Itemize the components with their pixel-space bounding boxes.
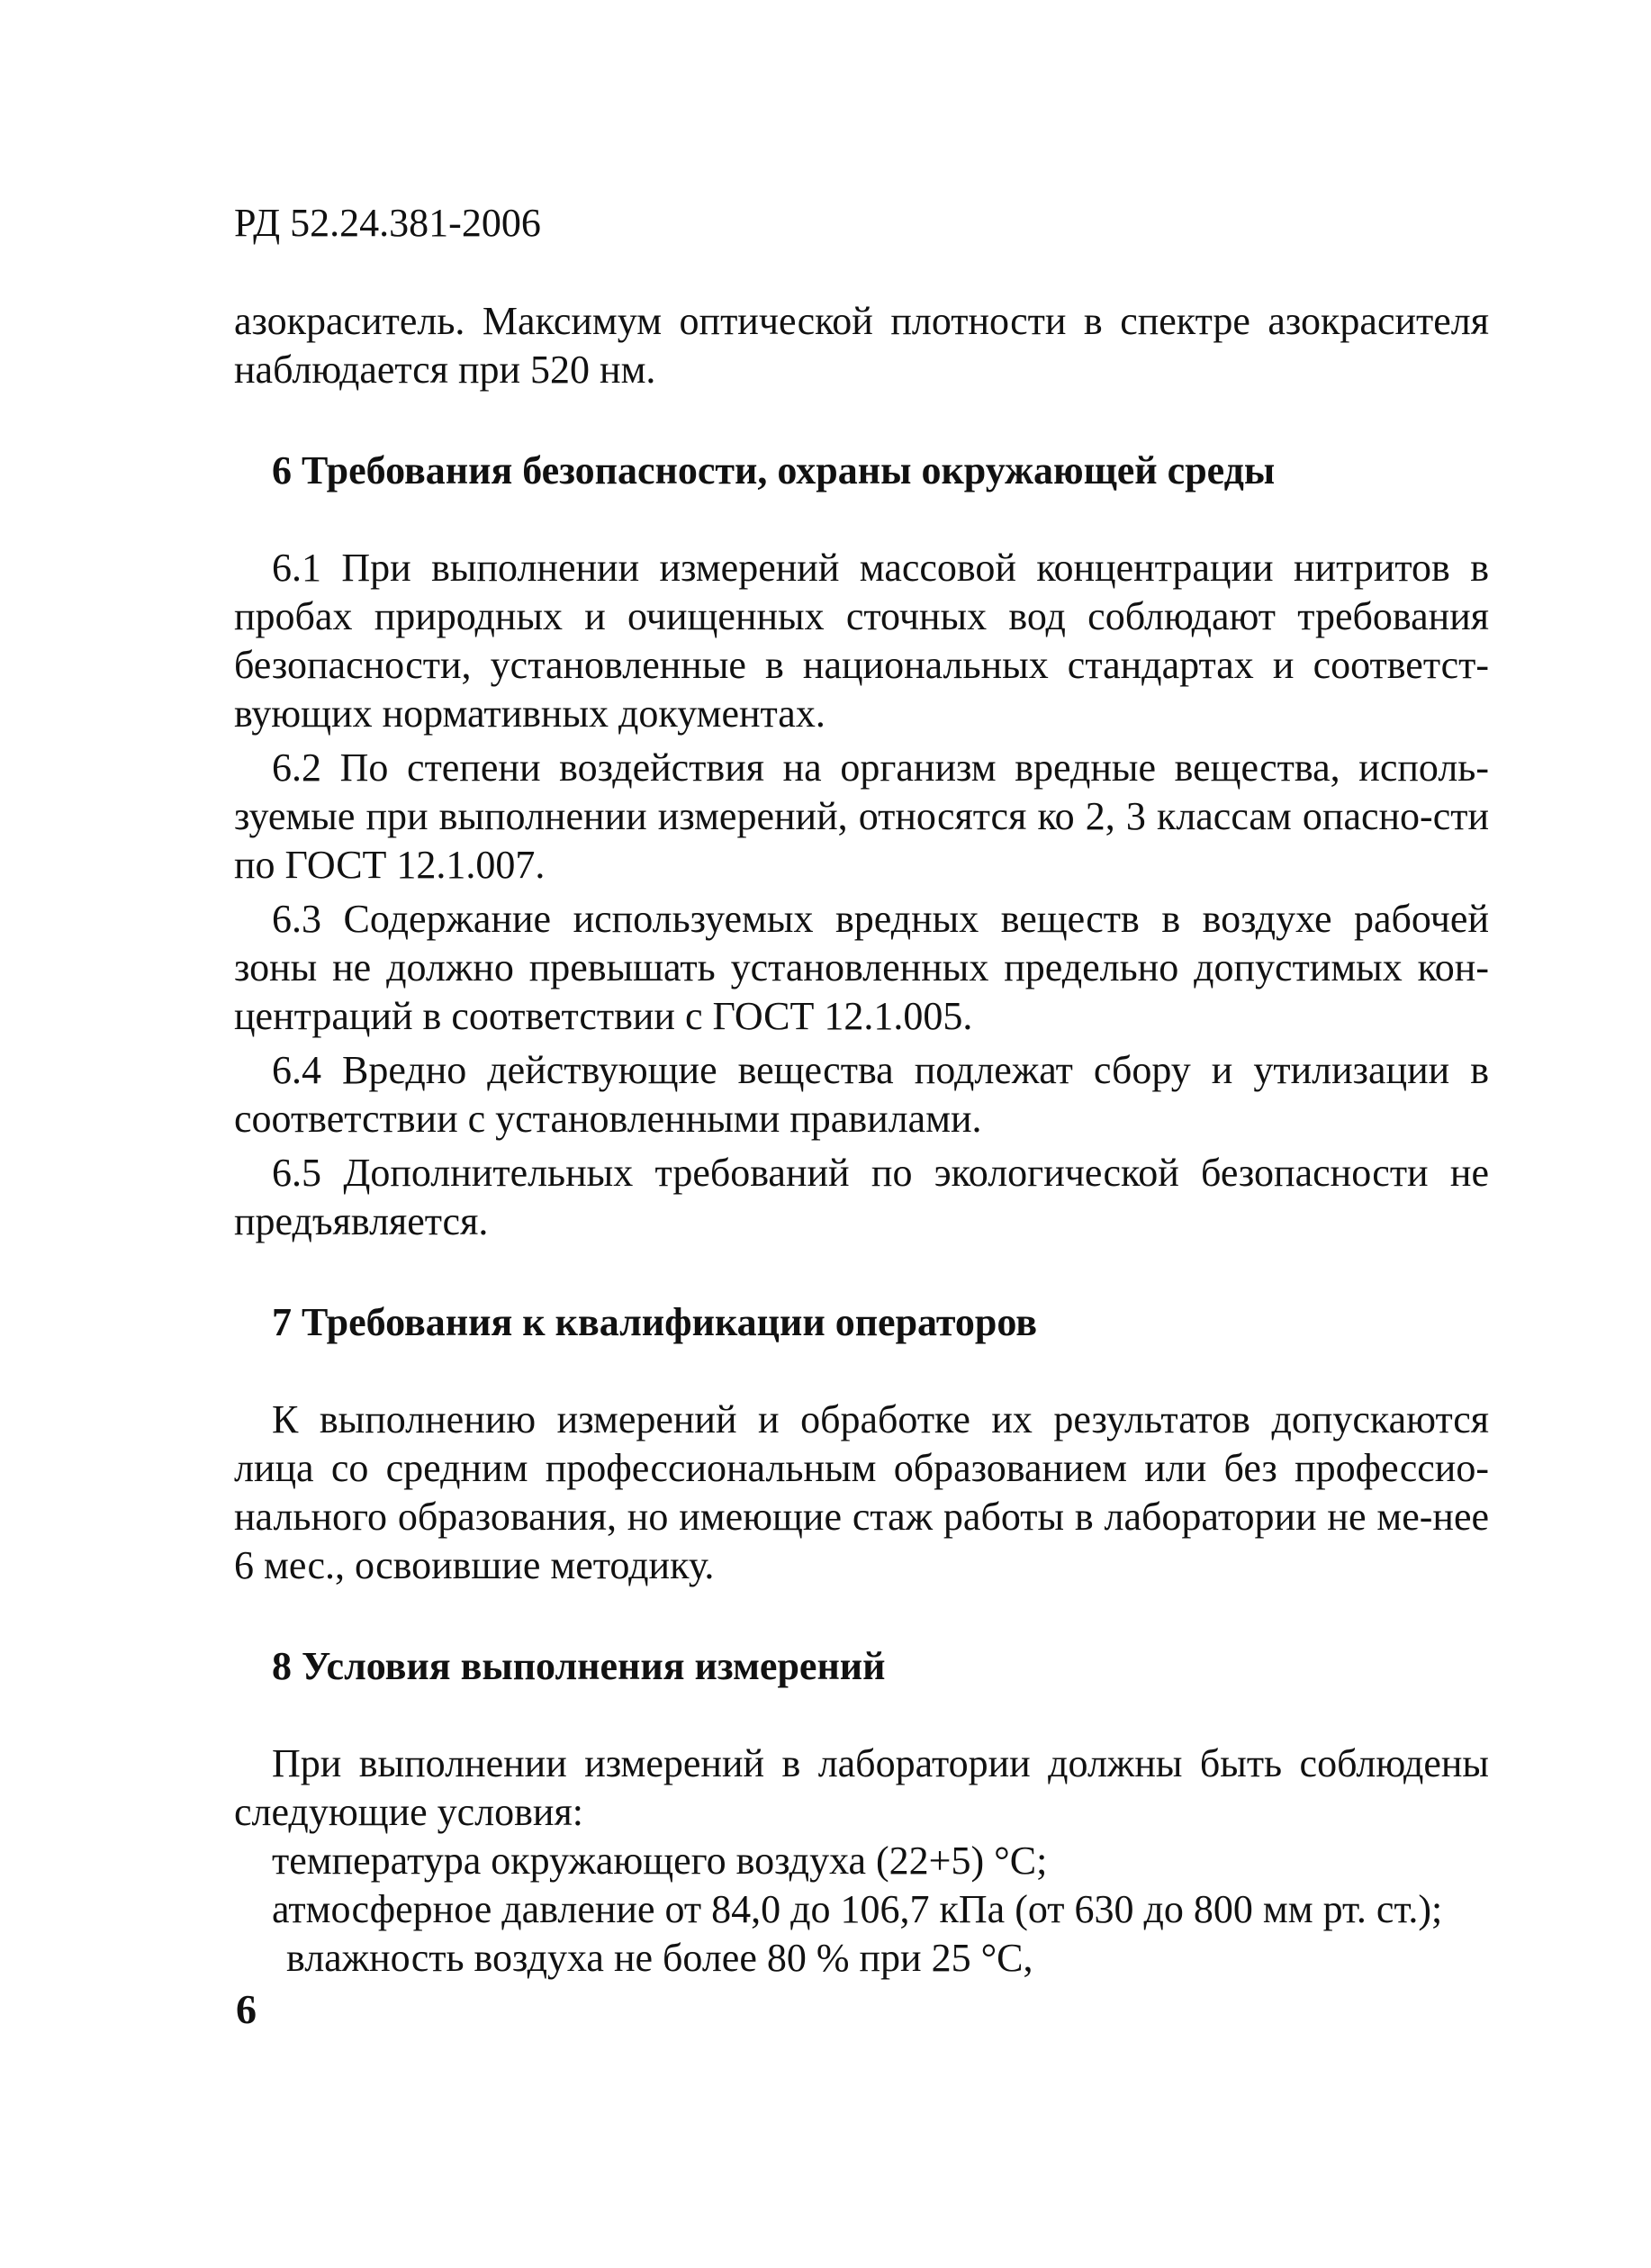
condition-pressure: атмосферное давление от 84,0 до 106,7 кПа (от 630 до 800 мм рт. ст.);: [272, 1887, 1443, 1931]
section-6-item-1: 6.1 При выполнении измерений массовой концентрации нитритов в пробах природных и очищенных сточных вод соблюдают требования безопасности, установленные в национальных стандартах и соответст-вующих нормативных документах.: [234, 546, 1489, 736]
page-number: 6: [236, 1986, 257, 2032]
page-content: [234, 297, 1489, 1983]
document-code-header: РД 52.24.381-2006: [234, 201, 541, 245]
section-7-heading: 7 Требования к квалификации операторов: [272, 1300, 1038, 1344]
section-6-heading: 6 Требования безопасности, охраны окружающей среды: [272, 448, 1276, 492]
section-6-item-4: 6.4 Вредно действующие вещества подлежат сбору и утилизации в соответствии с установленными правилами.: [234, 1048, 1489, 1141]
section-8-heading: 8 Условия выполнения измерений: [272, 1644, 886, 1688]
condition-humidity: влажность воздуха не более 80 % при 25 °С,: [286, 1936, 1033, 1980]
intro-paragraph: азокраситель. Максимум оптической плотности в спектре азокрасителя наблюдается при 520 нм.: [234, 299, 1489, 392]
section-7-paragraph: К выполнению измерений и обработке их результатов допускаются лица со средним профессиональным образованием или без профессио-нального образования, но имеющие стаж работы в лаборатории не ме-нее 6 мес., освоившие методику.: [234, 1397, 1489, 1587]
section-6-item-5: 6.5 Дополнительных требований по экологической безопасности не предъявляется.: [234, 1151, 1489, 1243]
section-6-item-3: 6.3 Содержание используемых вредных веществ в воздухе рабочей зоны не должно превышать установленных предельно допустимых кон-центраций в соответствии с ГОСТ 12.1.005.: [234, 897, 1489, 1038]
section-6-item-2: 6.2 По степени воздействия на организм вредные вещества, исполь-зуемые при выполнении измерений, относятся ко 2, 3 классам опасно-сти по ГОСТ 12.1.007.: [234, 745, 1489, 887]
condition-temperature: температура окружающего воздуха (22+5) °С;: [272, 1839, 1048, 1883]
section-8-intro: При выполнении измерений в лаборатории должны быть соблюдены следующие условия:: [234, 1741, 1489, 1834]
